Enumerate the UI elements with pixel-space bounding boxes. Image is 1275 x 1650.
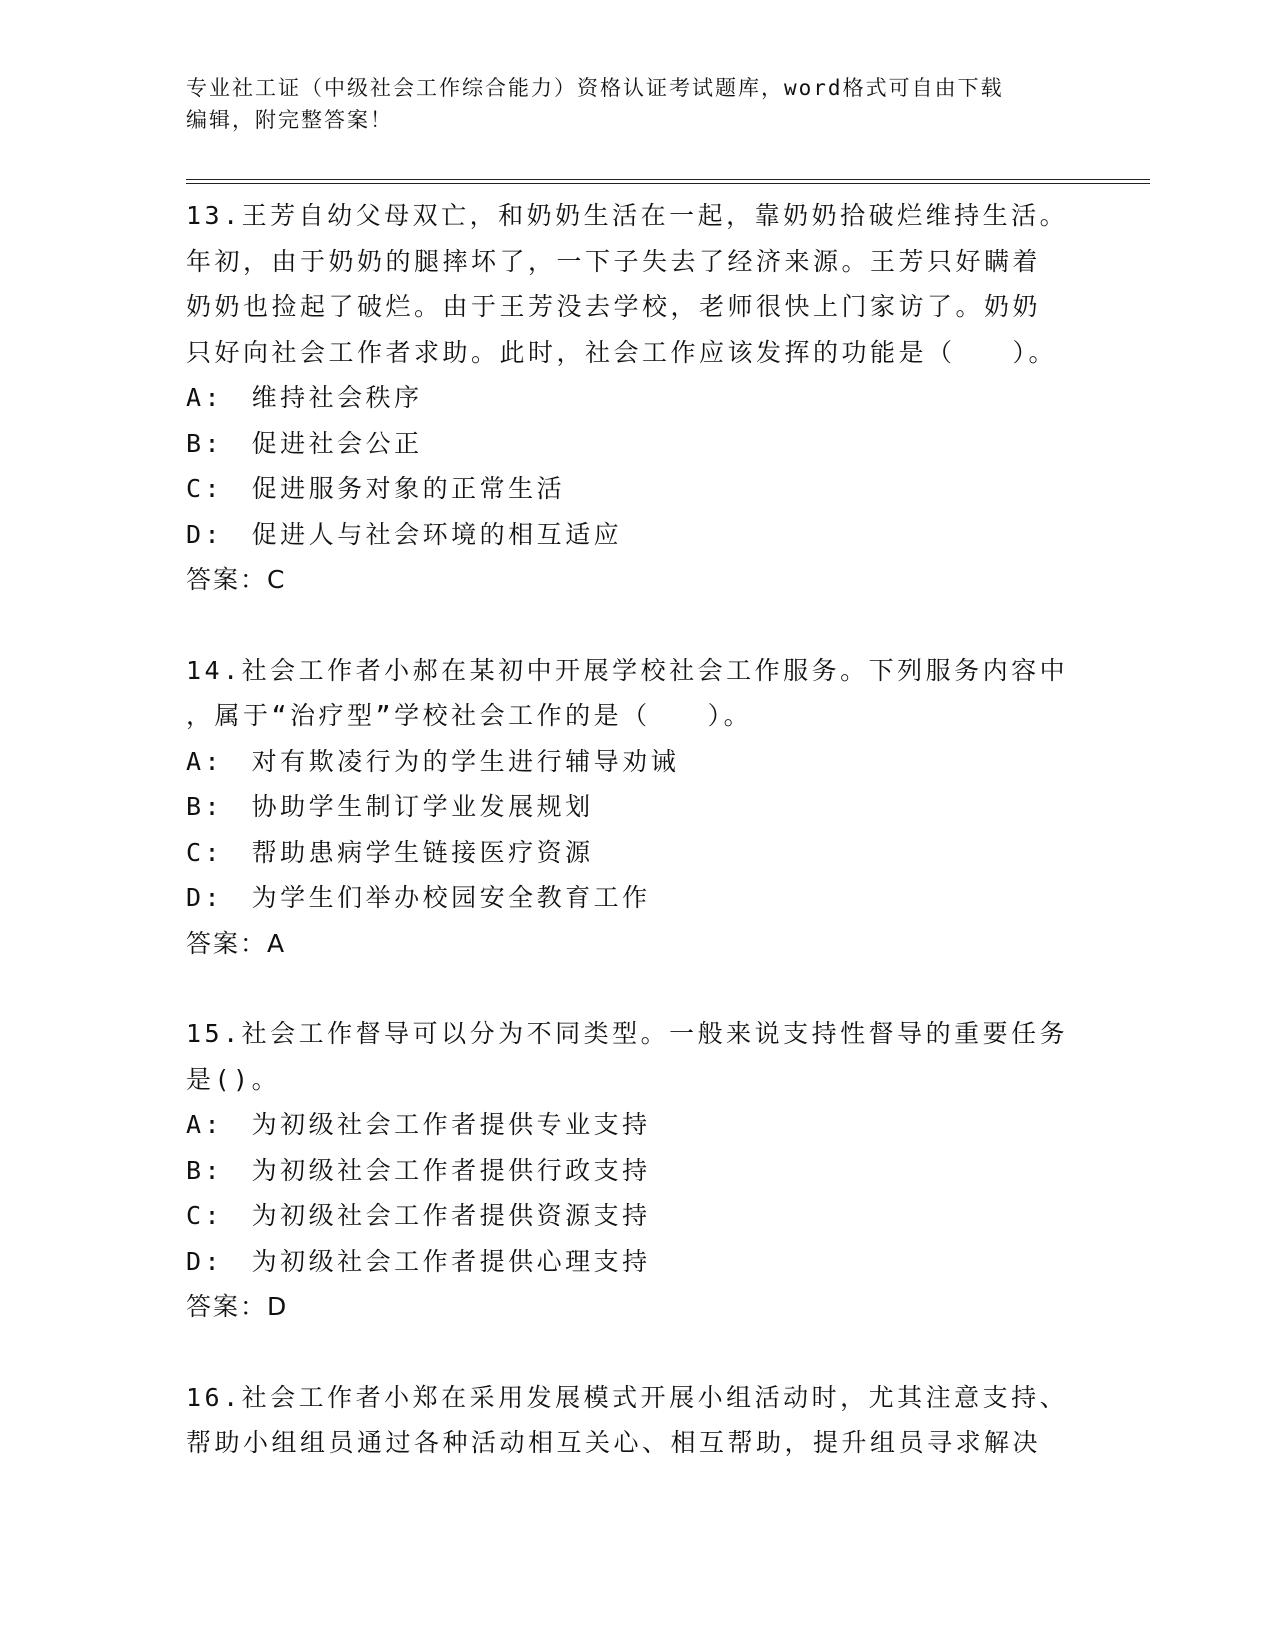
option-a: A: 为初级社会工作者提供专业支持: [186, 1110, 651, 1139]
option-a: A: 维持社会秩序: [186, 383, 423, 412]
option-d: D: 为学生们举办校园安全教育工作: [186, 883, 651, 912]
question-16: [186, 1375, 1086, 1466]
question-13: [186, 193, 1086, 603]
option-d: D: 为初级社会工作者提供心理支持: [186, 1246, 651, 1276]
option-d: D: 促进人与社会环境的相互适应: [186, 519, 623, 549]
question-stem-line: 奶奶也捡起了破烂。由于王芳没去学校，老师很快上门家访了。奶奶: [186, 292, 1042, 321]
question-spacer: [186, 1330, 1086, 1375]
question-stem-line: 15.社会工作督导可以分为不同类型。一般来说支持性督导的重要任务: [186, 1019, 1069, 1048]
answer-line: 答案：D: [186, 1292, 289, 1321]
option-b: B: 协助学生制订学业发展规划: [186, 792, 594, 821]
answer-line: 答案：C: [186, 565, 287, 594]
question-spacer: [186, 966, 1086, 1011]
question-stem-line: 16.社会工作者小郑在采用发展模式开展小组活动时，尤其注意支持、: [186, 1382, 1069, 1412]
question-stem-line: 是()。: [186, 1064, 281, 1094]
question-14: [186, 648, 1086, 967]
question-stem-line: 帮助小组组员通过各种活动相互关心、相互帮助，提升组员寻求解决: [186, 1428, 1042, 1457]
question-stem-line: 14.社会工作者小郝在某初中开展学校社会工作服务。下列服务内容中: [186, 655, 1069, 685]
question-spacer: [186, 603, 1086, 648]
option-c: C: 为初级社会工作者提供资源支持: [186, 1201, 651, 1230]
header-rule-bottom: [186, 183, 1150, 184]
option-b: B: 促进社会公正: [186, 428, 423, 458]
question-list: [186, 193, 1086, 1466]
header-line-2: 编辑，附完整答案！: [186, 108, 393, 132]
header-rule-top: [186, 179, 1150, 180]
question-stem-line: 年初，由于奶奶的腿摔坏了，一下子失去了经济来源。王芳只好瞒着: [186, 246, 1042, 276]
question-stem-line: ，属于“治疗型”学校社会工作的是（ ）。: [186, 701, 753, 730]
option-a: A: 对有欺凌行为的学生进行辅导劝诫: [186, 746, 680, 776]
option-b: B: 为初级社会工作者提供行政支持: [186, 1155, 651, 1185]
header-line-1: 专业社工证（中级社会工作综合能力）资格认证考试题库，word格式可自由下载: [186, 76, 1004, 100]
option-c: C: 促进服务对象的正常生活: [186, 474, 566, 503]
option-c: C: 帮助患病学生链接医疗资源: [186, 837, 594, 867]
question-stem-line: 只好向社会工作者求助。此时，社会工作应该发挥的功能是（ ）。: [186, 337, 1058, 367]
question-stem-line: 13.王芳自幼父母双亡，和奶奶生活在一起，靠奶奶拾破烂维持生活。: [186, 201, 1069, 230]
answer-line: 答案：A: [186, 928, 287, 958]
question-15: [186, 1011, 1086, 1330]
document-header: [186, 72, 1086, 136]
